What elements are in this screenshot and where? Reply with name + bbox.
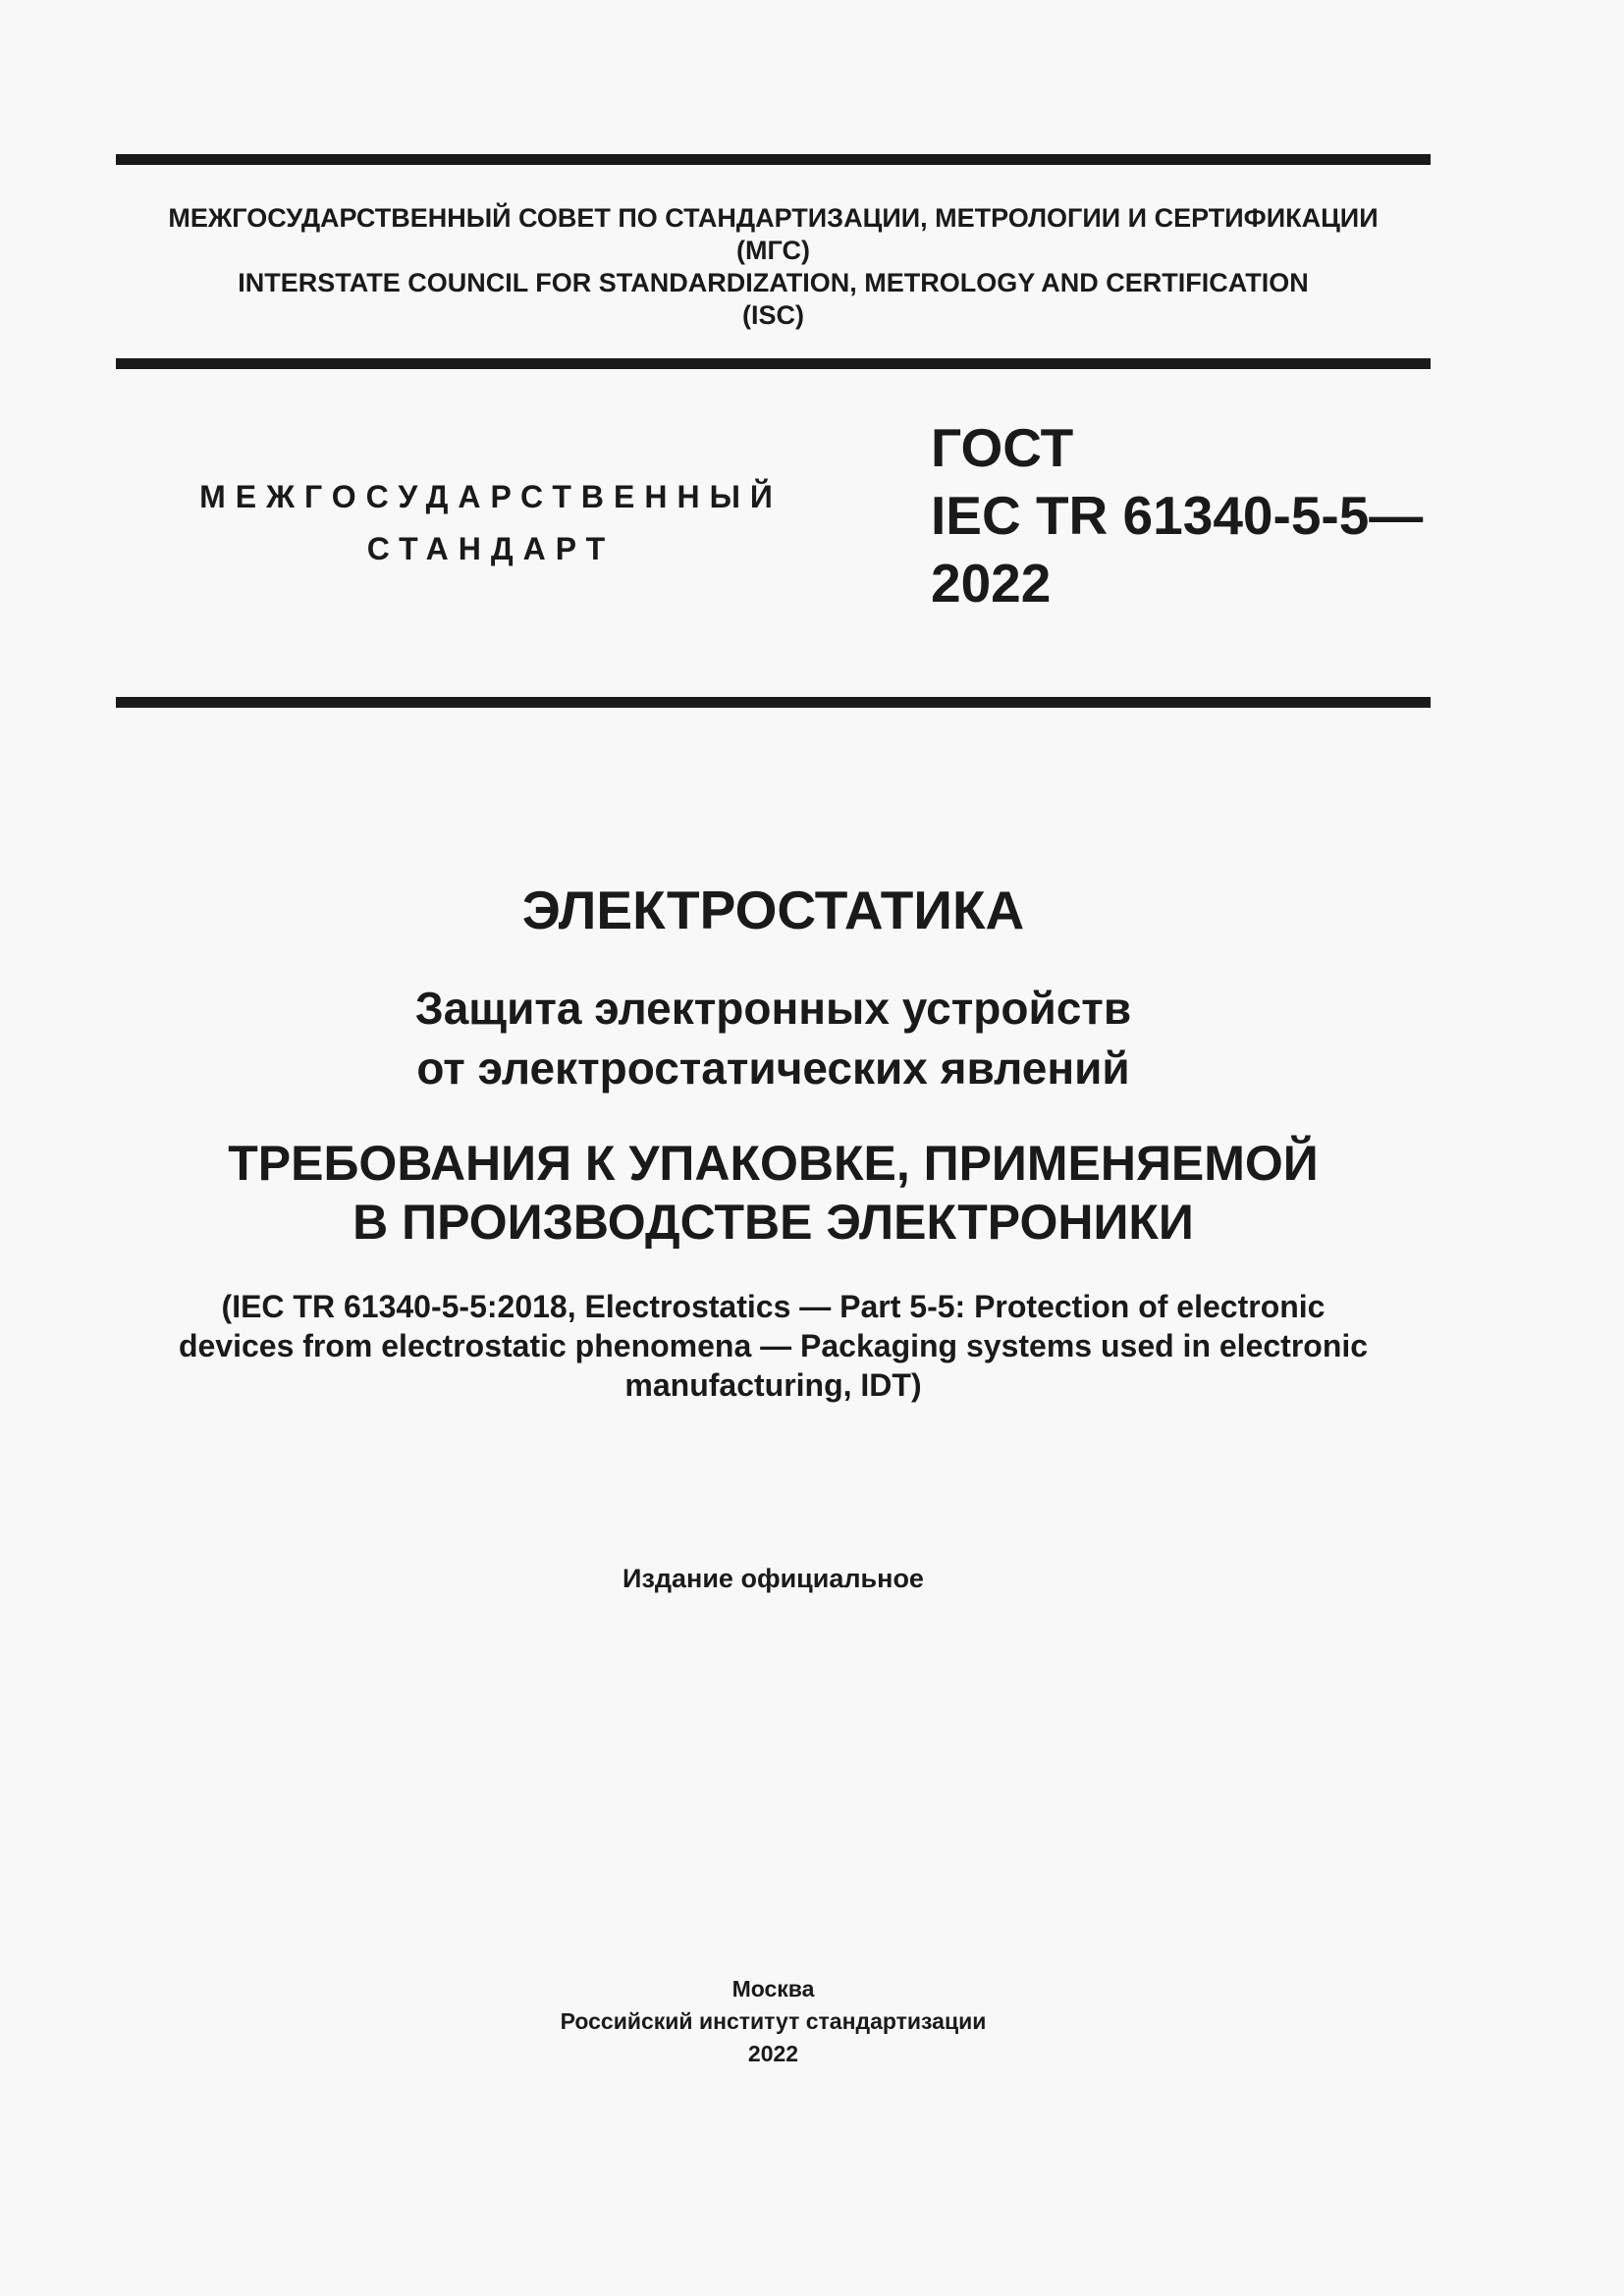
requirements-line1: ТРЕБОВАНИЯ К УПАКОВКЕ, ПРИМЕНЯЕМОЙ [228,1136,1319,1191]
standard-type-line1: МЕЖГОСУДАРСТВЕННЫЙ [199,479,783,514]
imprint-year: 2022 [747,2041,799,2066]
designation-line2: IEC TR 61340-5-5— [931,485,1424,546]
top-rule [116,154,1431,165]
standard-type [147,471,835,575]
council-name-ru: МЕЖГОСУДАРСТВЕННЫЙ СОВЕТ ПО СТАНДАРТИЗАЦИИ, МЕТРОЛОГИИ И СЕРТИФИКАЦИИ [168,203,1379,233]
imprint [116,1973,1431,2070]
designation-line3: 2022 [931,553,1052,614]
council-name-en: INTERSTATE COUNCIL FOR STANDARDIZATION, METROLOGY AND CERTIFICATION [238,268,1309,297]
document-requirements-title [116,1134,1431,1252]
subtitle-line2: от электростатических явлений [416,1042,1130,1094]
original-line2: devices from electrostatic phenomena — Packaging systems used in electronic [178,1328,1369,1363]
edition-label: Издание официальное [623,1564,924,1593]
imprint-publisher: Российский институт стандартизации [560,2008,987,2034]
designation-line1: ГОСТ [931,417,1074,478]
document-subtitle [116,979,1431,1098]
subtitle-line1: Защита электронных устройств [414,983,1132,1034]
imprint-city: Москва [731,1976,815,2002]
council-bottom-rule [116,358,1431,369]
standard-designation [931,414,1423,617]
council-abbr-ru: (МГС) [736,236,810,265]
original-line1: (IEC TR 61340-5-5:2018, Electrostatics — Part 5-5: Protection of electronic [221,1289,1326,1324]
council-abbr-en: (ISC) [742,300,804,330]
original-line3: manufacturing, IDT) [624,1367,922,1403]
original-standard-reference [116,1287,1431,1405]
document-title: ЭЛЕКТРОСТАТИКА [521,880,1025,940]
council-block [116,202,1431,332]
standard-type-line2: СТАНДАРТ [366,531,616,566]
header-bottom-rule [116,697,1431,708]
requirements-line2: В ПРОИЗВОДСТВЕ ЭЛЕКТРОНИКИ [352,1195,1194,1250]
